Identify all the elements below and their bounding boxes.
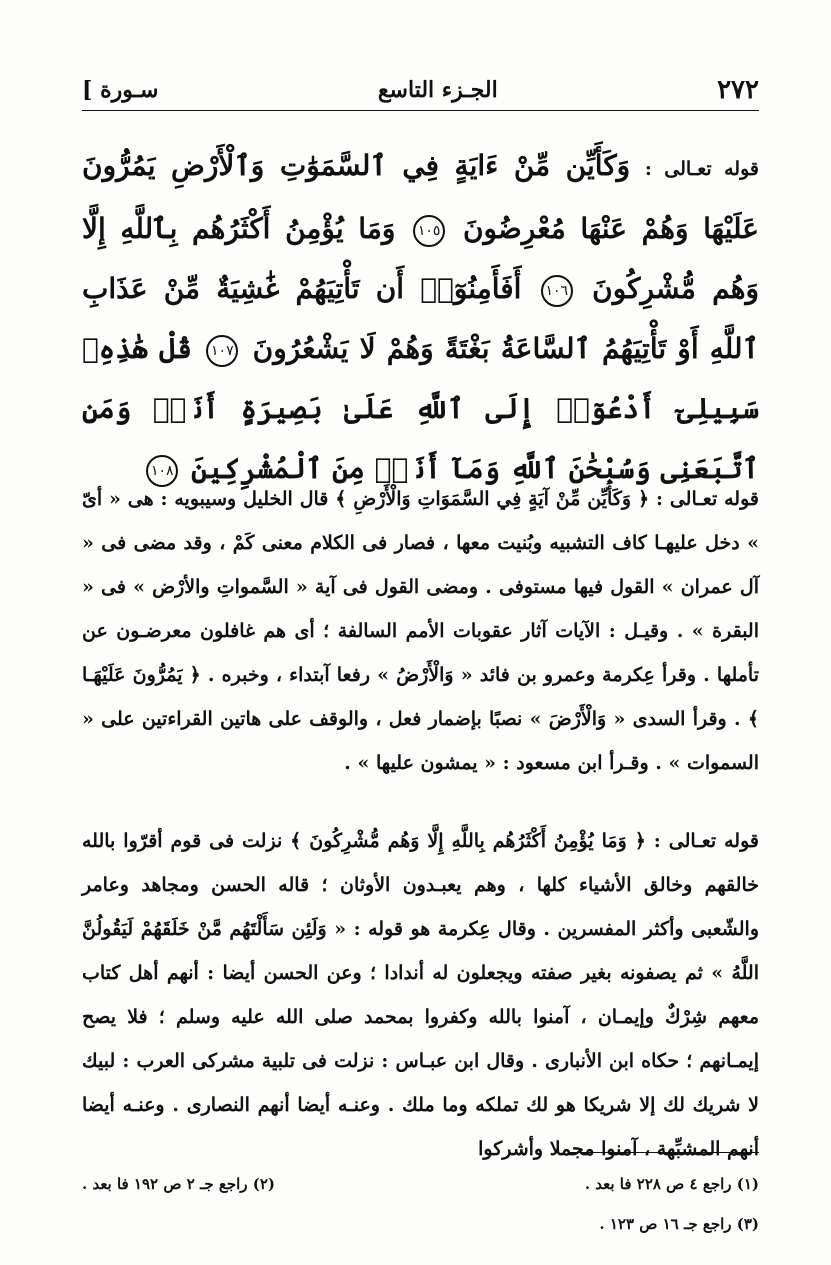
commentary-paragraph: قوله تعـالى : ﴿ وَكَأَيِّن مِّنْ آيَةٍ فِي السَّمَوَاتِ وَالْأَرْضِ ﴾ قال الخليل وسيبويه : هى « أىّ » دخل عليهـا كاف التشبيه وبُنيت معها ، فصار فى الكلام معنى كَمْ ، وقد مضى فى « آل عمران » القول فيها مستوفى . ومضى القول فى آية « السَّمواتِ والأرْض » فى « البقرة » . وقيـل : الآيات آثار عقوبات الأمم السالفة ؛ أى هم غافلون معرضـون عن تأملها . وقرأ عِكرمة وعمرو بن فائد « وَالْأَرْضُ » رفعا آبتداء ، وخبره . ﴿ يَمُرُّونَ عَلَيْهَـا ﴾ . وقرأ السدى « وَالْأَرْضَ » نصبًا بإضمار فعل ، والوقف على هاتين القراءتين على « السموات » . وقـرأ ابن مسعود : « يمشون عليها » . [82, 488, 759, 774]
footnote-3: (٣) راجع جـ ١٦ ص ١٢٣ . [599, 1215, 759, 1233]
footnotes [82, 1164, 759, 1244]
verse-105: وَكَأَيِّن مِّنْ ءَايَةٍ فِي ٱلسَّمَوَٰتِ وَٱلْأَرْضِ يَمُرُّونَ عَلَيْهَا وَهُمْ عَنْهَا مُعْرِضُونَ [82, 149, 759, 245]
part-title: الجـزء التاسع [377, 77, 498, 103]
surah-label: [ سـورة [82, 77, 159, 103]
ayah-number-marker: ١٠٥ [413, 215, 445, 247]
verse-107: أَفَأَمِنُوٓا۟ أَن تَأْتِيَهُمْ غَٰشِيَةٌ مِّنْ عَذَابِ ٱللَّهِ أَوْ تَأْتِيَهُمُ ٱلسَّاعَةُ بَغْتَةً وَهُمْ لَا يَشْعُرُونَ [82, 272, 759, 365]
footnote-1: (١) راجع ٤ ص ٢٢٨ فا بعد . [584, 1175, 759, 1193]
footnote-2: (٢) راجع جـ ٢ ص ١٩٢ فا بعد . [82, 1175, 276, 1193]
verse-106: وَمَا يُؤْمِنُ أَكْثَرُهُم بِٱللَّهِ إِلَّا وَهُم مُّشْرِكُونَ [82, 212, 760, 305]
running-head [82, 70, 759, 111]
page-number: ٢٧٢ [717, 75, 759, 105]
ayah-number-marker: ١٠٦ [541, 275, 573, 307]
commentary-paragraph: قوله تعـالى : ﴿ وَمَا يُؤْمِنُ أَكْثَرُهُم بِاللَّهِ إِلَّا وَهُم مُّشْرِكُونَ ﴾ نزلت فى قوم أقرّوا بالله خالقهم وخالق الأشياء كلها ، وهم يعبـدون الأوثان ؛ قاله الحسن ومجاهد وعامر والشّعبى وأكثر المفسرين . وقال عِكرمة هو قوله : « وَلَئِن سَأَلْتَهُم مَّنْ خَلَقَهُمْ لَيَقُولُنَّ اللَّهُ » ثم يصفونه بغير صفته ويجعلون له أندادا ؛ وعن الحسن أيضا : أنهم أهل كتاب معهم شِرْكٌ وإيمـان ، آمنوا بالله وكفروا بمحمد صلى الله عليه وسلم ؛ فلا يصح إيمـانهم ؛ حكاه ابن الأنبارى . وقال ابن عبـاس : نزلت فى تلبية مشركى العرب : لبيك لا شريك لك إلا شريكا هو لك تملكه وما ملك . وعنـه أيضا أنهم النصارى . وعنـه أيضا أنهم المشبِّهة ، آمنوا مجملا وأشركوا [82, 830, 759, 1160]
verse-108: قُلْ هَٰذِهِۦ سَبِيلِىٓ أَدْعُوٓا۟ إِلَى ٱللَّهِ عَلَىٰ بَصِيرَةٍ أَنَا۠ وَمَنِ ٱتَّبَعَنِى وَسُبْحَٰنَ ٱللَّهِ وَمَآ أَنَا۠ مِنَ ٱلْمُشْرِكِينَ [82, 332, 759, 485]
footnote-row [82, 1204, 759, 1244]
ayah-number-marker: ١٠٧ [206, 335, 238, 367]
verse-intro: قوله تعـالى : [644, 158, 759, 180]
footnote-divider [569, 1152, 759, 1153]
quran-verses [82, 136, 759, 499]
ayah-number-marker: ١٠٨ [146, 455, 178, 487]
footnote-row [82, 1164, 759, 1204]
